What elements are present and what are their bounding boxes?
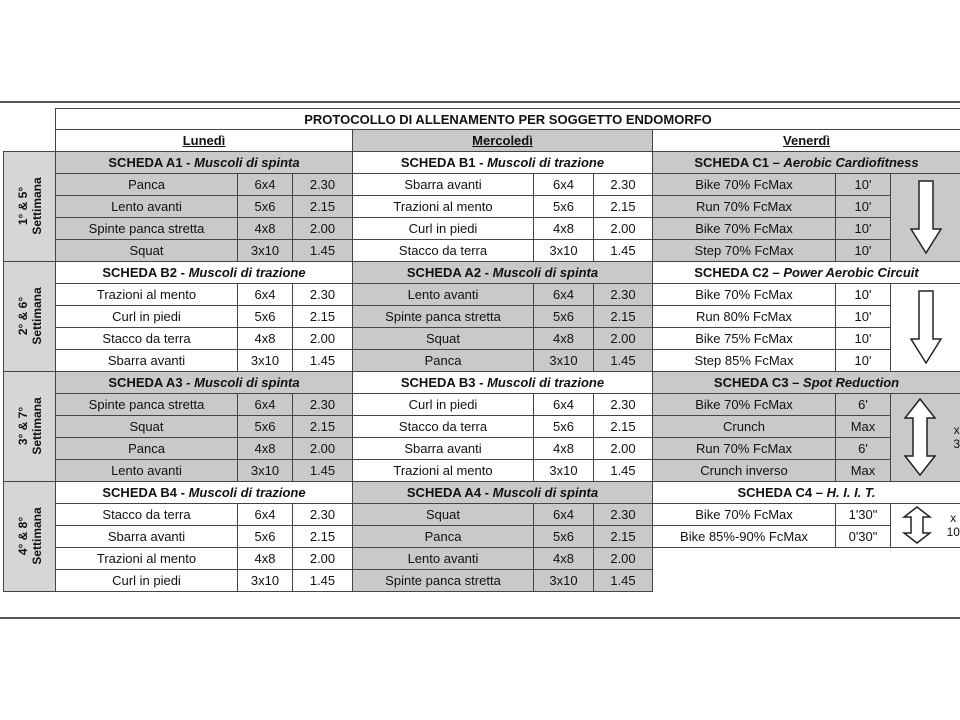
scheda-header: SCHEDA C3 – Spot Reduction xyxy=(653,371,960,393)
rest-time: 2.15 xyxy=(293,415,353,437)
sets-reps: 6x4 xyxy=(238,173,293,195)
sets-reps: 4x8 xyxy=(238,437,293,459)
cardio-exercise: Bike 70% FcMax xyxy=(653,283,836,305)
sets-reps: 5x6 xyxy=(238,195,293,217)
protocol-title: PROTOCOLLO DI ALLENAMENTO PER SOGGETTO ENDOMORFO xyxy=(56,109,960,130)
exercise-name: Squat xyxy=(353,503,534,525)
scheda-name: SCHEDA A3 xyxy=(108,374,183,390)
cardio-exercise: Bike 70% FcMax xyxy=(653,503,836,525)
scheda-name: SCHEDA A1 xyxy=(108,154,183,170)
cardio-time: 10' xyxy=(836,239,891,261)
rest-time: 1.45 xyxy=(594,239,653,261)
day-header xyxy=(653,130,960,152)
exercise-row xyxy=(4,239,960,261)
scheda-name: SCHEDA A2 xyxy=(406,264,482,280)
scheda-header: SCHEDA B2 - Muscoli di trazione xyxy=(56,261,353,283)
day-label: Lunedì xyxy=(182,132,226,148)
scheda-muscles: Muscoli di spinta xyxy=(194,154,300,170)
exercise-name: Lento avanti xyxy=(353,547,534,569)
week-word: Settimana xyxy=(29,177,44,235)
exercise-name: Lento avanti xyxy=(56,195,238,217)
exercise-name: Spinte panca stretta xyxy=(353,305,534,327)
sets-reps: 3x10 xyxy=(238,569,293,591)
sets-reps: 3x10 xyxy=(534,569,594,591)
day-header xyxy=(353,130,653,152)
scheda-name: SCHEDA B2 xyxy=(102,264,178,280)
rest-time: 2.00 xyxy=(594,327,653,349)
sets-reps: 6x4 xyxy=(238,393,293,415)
repeat-multiplier xyxy=(953,423,960,451)
cardio-exercise: Bike 70% FcMax xyxy=(653,173,836,195)
week-label-wrap xyxy=(4,482,55,591)
scheda-muscles: Spot Reduction xyxy=(803,374,900,390)
rest-time: 2.15 xyxy=(594,415,653,437)
week-label-text xyxy=(16,287,44,344)
sets-reps: 6x4 xyxy=(534,173,594,195)
rest-time: 2.30 xyxy=(293,503,353,525)
scheda-header: SCHEDA A4 - Muscoli di spinta xyxy=(353,481,653,503)
cardio-time: 0'30" xyxy=(836,525,891,547)
scheda-muscles: Muscoli di spinta xyxy=(194,374,300,390)
week-numbers: 4° & 8° xyxy=(15,516,30,556)
rest-time: 2.30 xyxy=(594,283,653,305)
exercise-name: Sbarra avanti xyxy=(56,525,238,547)
cardio-exercise: Run 80% FcMax xyxy=(653,305,836,327)
exercise-row xyxy=(4,415,960,437)
scheda-name: SCHEDA B3 xyxy=(400,374,476,390)
scheda-header-row xyxy=(4,371,960,393)
exercise-row xyxy=(4,547,960,569)
scheda-muscles: Muscoli di spinta xyxy=(492,264,599,280)
rest-time: 1.45 xyxy=(594,459,653,481)
scheda-name: SCHEDA A4 xyxy=(406,484,482,500)
cardio-exercise: Crunch inverso xyxy=(653,459,836,481)
week-label xyxy=(4,261,56,371)
repeat-multiplier xyxy=(947,511,960,539)
rest-time: 2.15 xyxy=(594,195,653,217)
rest-time: 2.15 xyxy=(594,525,653,547)
cardio-time: 10' xyxy=(836,327,891,349)
rest-time: 2.30 xyxy=(594,173,653,195)
scheda-header-row xyxy=(4,481,960,503)
scheda-header: SCHEDA C2 – Power Aerobic Circuit xyxy=(653,261,960,283)
exercise-name: Stacco da terra xyxy=(353,239,534,261)
exercise-name: Stacco da terra xyxy=(56,503,238,525)
scheda-header: SCHEDA C4 – H. I. I. T. xyxy=(653,481,960,503)
sets-reps: 5x6 xyxy=(238,525,293,547)
repeat-count: 10 xyxy=(946,525,960,539)
sets-reps: 4x8 xyxy=(238,327,293,349)
sets-reps: 6x4 xyxy=(238,283,293,305)
scheda-muscles: Muscoli di trazione xyxy=(487,374,605,390)
cardio-time: 10' xyxy=(836,305,891,327)
rest-time: 2.15 xyxy=(293,305,353,327)
exercise-row xyxy=(4,305,960,327)
week-label xyxy=(4,151,56,261)
week-label xyxy=(4,371,56,481)
exercise-name: Curl in piedi xyxy=(353,217,534,239)
rest-time: 1.45 xyxy=(293,459,353,481)
scheda-name: SCHEDA C1 xyxy=(694,154,770,170)
week-label-text xyxy=(16,397,44,454)
rest-time: 1.45 xyxy=(293,239,353,261)
scheda-muscles: Aerobic Cardiofitness xyxy=(783,154,919,170)
rest-time: 2.00 xyxy=(293,437,353,459)
cardio-exercise: Step 70% FcMax xyxy=(653,239,836,261)
rest-time: 2.30 xyxy=(594,393,653,415)
arrow-down-icon xyxy=(909,177,943,257)
exercise-name: Lento avanti xyxy=(56,459,238,481)
week-label-text xyxy=(16,177,44,234)
scheda-name: SCHEDA C4 xyxy=(737,484,813,500)
exercise-name: Spinte panca stretta xyxy=(56,393,238,415)
cardio-exercise: Crunch xyxy=(653,415,836,437)
sets-reps: 3x10 xyxy=(238,239,293,261)
repeat-count: 3 xyxy=(953,437,960,451)
scheda-muscles: Muscoli di trazione xyxy=(188,484,306,500)
exercise-name: Sbarra avanti xyxy=(353,437,534,459)
rest-time: 2.30 xyxy=(293,283,353,305)
week-label-text xyxy=(16,507,44,564)
cardio-time: 6' xyxy=(836,393,891,415)
rest-time: 2.30 xyxy=(594,503,653,525)
sets-reps: 5x6 xyxy=(238,305,293,327)
sets-reps: 6x4 xyxy=(534,283,594,305)
exercise-row xyxy=(4,503,960,525)
cardio-time: 10' xyxy=(836,283,891,305)
progression-arrow-cell xyxy=(891,173,960,261)
cardio-time: 1'30" xyxy=(836,503,891,525)
cardio-exercise: Step 85% FcMax xyxy=(653,349,836,371)
rest-time: 2.15 xyxy=(594,305,653,327)
exercise-name: Squat xyxy=(56,415,238,437)
scheda-muscles: Muscoli di spinta xyxy=(492,484,599,500)
cardio-time: 10' xyxy=(836,173,891,195)
exercise-row xyxy=(4,437,960,459)
scheda-header: SCHEDA A2 - Muscoli di spinta xyxy=(353,261,653,283)
corner-blank xyxy=(4,130,56,152)
exercise-name: Curl in piedi xyxy=(56,569,238,591)
rest-time: 1.45 xyxy=(293,569,353,591)
scheda-name: SCHEDA C3 xyxy=(713,374,789,390)
scheda-header-row xyxy=(4,261,960,283)
scheda-name: SCHEDA B4 xyxy=(102,484,178,500)
exercise-name: Trazioni al mento xyxy=(56,283,238,305)
rest-time: 2.15 xyxy=(293,525,353,547)
sets-reps: 6x4 xyxy=(238,503,293,525)
exercise-name: Trazioni al mento xyxy=(353,195,534,217)
exercise-row xyxy=(4,393,960,415)
cardio-exercise: Bike 75% FcMax xyxy=(653,327,836,349)
scheda-header: SCHEDA A3 - Muscoli di spinta xyxy=(56,371,353,393)
rest-time: 2.00 xyxy=(594,437,653,459)
sets-reps: 6x4 xyxy=(534,393,594,415)
rest-time: 2.00 xyxy=(293,547,353,569)
exercise-row xyxy=(4,173,960,195)
scheda-header: SCHEDA A1 - Muscoli di spinta xyxy=(56,151,353,173)
cardio-exercise: Run 70% FcMax xyxy=(653,195,836,217)
cardio-exercise: Bike 70% FcMax xyxy=(653,393,836,415)
week-word: Settimana xyxy=(29,287,44,345)
sets-reps: 4x8 xyxy=(238,547,293,569)
day-header xyxy=(56,130,353,152)
exercise-name: Curl in piedi xyxy=(353,393,534,415)
week-numbers: 2° & 6° xyxy=(15,296,30,336)
exercise-name: Lento avanti xyxy=(353,283,534,305)
repeat-indicator xyxy=(891,504,960,547)
week-word: Settimana xyxy=(29,397,44,455)
scheda-name: SCHEDA B1 xyxy=(400,154,476,170)
week-numbers: 1° & 5° xyxy=(15,186,30,226)
rest-time: 1.45 xyxy=(594,349,653,371)
rest-time: 2.30 xyxy=(293,173,353,195)
exercise-name: Squat xyxy=(56,239,238,261)
sets-reps: 4x8 xyxy=(534,437,594,459)
sets-reps: 5x6 xyxy=(534,305,594,327)
exercise-name: Trazioni al mento xyxy=(353,459,534,481)
exercise-name: Panca xyxy=(56,437,238,459)
sets-reps: 4x8 xyxy=(238,217,293,239)
sets-reps: 3x10 xyxy=(238,349,293,371)
exercise-name: Panca xyxy=(353,349,534,371)
exercise-name: Spinte panca stretta xyxy=(56,217,238,239)
scheda-muscles: Muscoli di trazione xyxy=(188,264,306,280)
exercise-name: Stacco da terra xyxy=(353,415,534,437)
sets-reps: 3x10 xyxy=(238,459,293,481)
exercise-name: Panca xyxy=(56,173,238,195)
exercise-row xyxy=(4,327,960,349)
cardio-time: Max xyxy=(836,459,891,481)
arrow-updown-icon xyxy=(903,396,937,478)
corner-blank xyxy=(4,109,56,130)
day-label: Mercoledì xyxy=(472,132,533,148)
sets-reps: 4x8 xyxy=(534,547,594,569)
exercise-name: Curl in piedi xyxy=(56,305,238,327)
sets-reps: 5x6 xyxy=(534,195,594,217)
arrow-down-icon xyxy=(909,287,943,367)
scheda-muscles: Muscoli di trazione xyxy=(487,154,605,170)
repeat-symbol: x xyxy=(950,511,957,525)
exercise-row xyxy=(4,195,960,217)
rest-time: 2.00 xyxy=(293,327,353,349)
arrow-updown-icon xyxy=(902,505,932,545)
cardio-time: 10' xyxy=(836,217,891,239)
rest-time: 2.30 xyxy=(293,393,353,415)
scheda-header: SCHEDA B1 - Muscoli di trazione xyxy=(353,151,653,173)
scheda-name: SCHEDA C2 xyxy=(694,264,769,280)
exercise-name: Panca xyxy=(353,525,534,547)
exercise-row xyxy=(4,525,960,547)
sets-reps: 5x6 xyxy=(534,415,594,437)
exercise-name: Squat xyxy=(353,327,534,349)
exercise-row xyxy=(4,283,960,305)
rest-time: 2.00 xyxy=(293,217,353,239)
sets-reps: 5x6 xyxy=(238,415,293,437)
cardio-time: 6' xyxy=(836,437,891,459)
sets-reps: 6x4 xyxy=(534,503,594,525)
sets-reps: 3x10 xyxy=(534,239,594,261)
sets-reps: 4x8 xyxy=(534,327,594,349)
day-label: Venerdì xyxy=(783,132,830,148)
repeat-indicator xyxy=(891,394,960,481)
exercise-row xyxy=(4,217,960,239)
sets-reps: 3x10 xyxy=(534,349,594,371)
rest-time: 1.45 xyxy=(293,349,353,371)
day-header-row xyxy=(4,130,960,152)
cardio-exercise: Run 70% FcMax xyxy=(653,437,836,459)
title-row xyxy=(4,109,960,130)
week-label-wrap xyxy=(4,372,55,481)
exercise-row xyxy=(4,459,960,481)
scheda-header: SCHEDA C1 – Aerobic Cardiofitness xyxy=(653,151,960,173)
sets-reps: 4x8 xyxy=(534,217,594,239)
scheda-header: SCHEDA B3 - Muscoli di trazione xyxy=(353,371,653,393)
sets-reps: 5x6 xyxy=(534,525,594,547)
cardio-exercise: Bike 85%-90% FcMax xyxy=(653,525,836,547)
scheda-muscles: H. I. I. T. xyxy=(826,484,876,500)
cardio-time: Max xyxy=(836,415,891,437)
exercise-name: Stacco da terra xyxy=(56,327,238,349)
progression-arrow-cell xyxy=(891,393,960,481)
training-protocol-table xyxy=(3,108,960,592)
exercise-name: Trazioni al mento xyxy=(56,547,238,569)
scheda-muscles: Power Aerobic Circuit xyxy=(783,264,919,280)
exercise-row xyxy=(4,349,960,371)
cardio-time: 10' xyxy=(836,195,891,217)
week-numbers: 3° & 7° xyxy=(15,406,30,446)
rest-time: 2.00 xyxy=(594,217,653,239)
rest-time: 2.00 xyxy=(594,547,653,569)
sets-reps: 3x10 xyxy=(534,459,594,481)
week-label-wrap xyxy=(4,152,55,261)
rest-time: 1.45 xyxy=(594,569,653,591)
progression-arrow-cell xyxy=(891,503,960,547)
cardio-time: 10' xyxy=(836,349,891,371)
exercise-name: Sbarra avanti xyxy=(56,349,238,371)
scheda-header: SCHEDA B4 - Muscoli di trazione xyxy=(56,481,353,503)
repeat-symbol: x xyxy=(953,423,960,437)
scheda-header-row xyxy=(4,151,960,173)
exercise-name: Sbarra avanti xyxy=(353,173,534,195)
cardio-exercise: Bike 70% FcMax xyxy=(653,217,836,239)
empty-area xyxy=(653,547,960,591)
rest-time: 2.15 xyxy=(293,195,353,217)
exercise-name: Spinte panca stretta xyxy=(353,569,534,591)
week-label-wrap xyxy=(4,262,55,371)
week-word: Settimana xyxy=(29,507,44,565)
progression-arrow-cell xyxy=(891,283,960,371)
week-label xyxy=(4,481,56,591)
